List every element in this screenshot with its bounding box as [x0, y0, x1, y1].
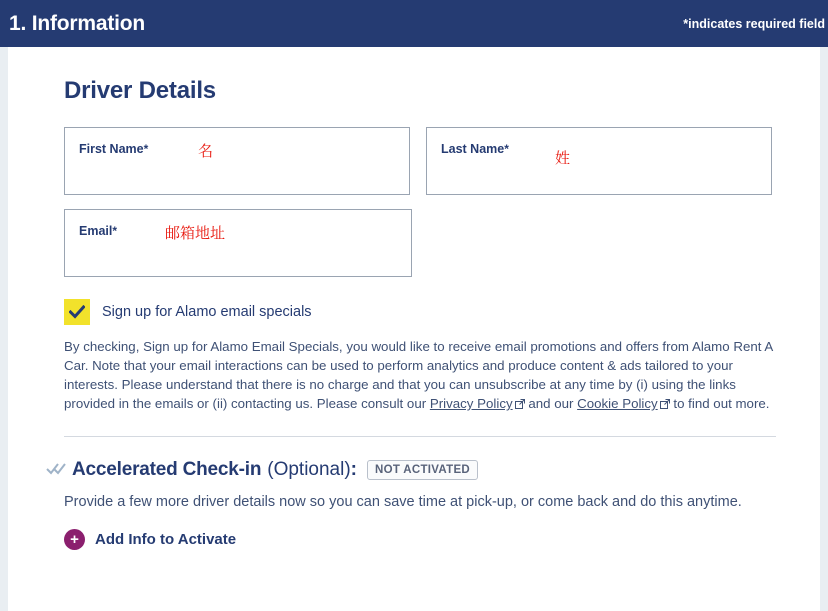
email-annotation: 邮箱地址 [165, 224, 226, 242]
email-signup-checkbox[interactable] [64, 299, 90, 325]
email-signup-row[interactable] [64, 299, 772, 325]
accelerated-checkin-title: Accelerated Check-in [72, 459, 262, 480]
required-asterisk: * [112, 224, 118, 238]
add-info-to-activate-button[interactable] [64, 529, 772, 550]
double-check-icon [46, 462, 66, 479]
accelerated-optional-label: (Optional) [267, 459, 351, 480]
email-label-text: Email [79, 224, 113, 238]
required-asterisk: * [504, 142, 509, 156]
last-name-label-text: Last Name [441, 142, 505, 156]
driver-details-title: Driver Details [64, 77, 216, 104]
accelerated-checkin-header [46, 459, 772, 481]
external-link-icon [660, 395, 670, 414]
first-name-label [79, 142, 148, 156]
page-title: 1. Information [9, 11, 146, 35]
driver-details-fields [64, 127, 772, 277]
status-badge: NOT ACTIVATED [367, 460, 478, 480]
last-name-label [441, 142, 509, 156]
last-name-annotation: 姓 [555, 149, 571, 167]
first-name-label-text: First Name [79, 142, 144, 156]
email-signup-label: Sign up for Alamo email specials [102, 304, 312, 320]
external-link-icon [515, 395, 525, 414]
cookie-policy-link[interactable]: Cookie Policy [577, 396, 658, 411]
last-name-field[interactable] [426, 127, 772, 195]
information-card [8, 47, 820, 611]
first-name-annotation: 名 [198, 142, 214, 160]
email-label [79, 224, 117, 238]
accelerated-colon: : [350, 459, 357, 480]
disclaimer-text-part1: By checking, Sign up for Alamo Email Specials, you would like to receive email promotions and offers from Alamo Rent A Car. Note that your email interactions can be used to perform analytics and produce content & ads tailored to your interests. Please understand that there is no charge and that you can unsubscribe at any time by (i) using the links provided in the emails or (ii) contacting us. Please consult our [64, 339, 773, 411]
plus-glyph: + [70, 530, 79, 548]
last-name-input[interactable] [441, 162, 751, 178]
required-field-note: *indicates required field [683, 16, 825, 31]
plus-icon [64, 529, 85, 550]
privacy-policy-link[interactable]: Privacy Policy [429, 396, 513, 411]
email-field[interactable] [64, 209, 412, 277]
first-name-field[interactable] [64, 127, 410, 195]
checkmark-icon [69, 305, 85, 319]
first-name-input[interactable] [79, 162, 389, 178]
disclaimer-text-part2: and our [524, 396, 578, 411]
accelerated-description: Provide a few more driver details now so you can save time at pick-up, or come back and do this anytime. [64, 494, 742, 510]
required-asterisk: * [143, 142, 149, 156]
step-header [0, 0, 828, 47]
disclaimer-text-part3: to find out more. [669, 396, 770, 411]
email-signup-disclaimer [64, 337, 776, 414]
section-divider [64, 436, 776, 437]
add-info-label: Add Info to Activate [95, 531, 237, 548]
email-input[interactable] [79, 244, 389, 260]
